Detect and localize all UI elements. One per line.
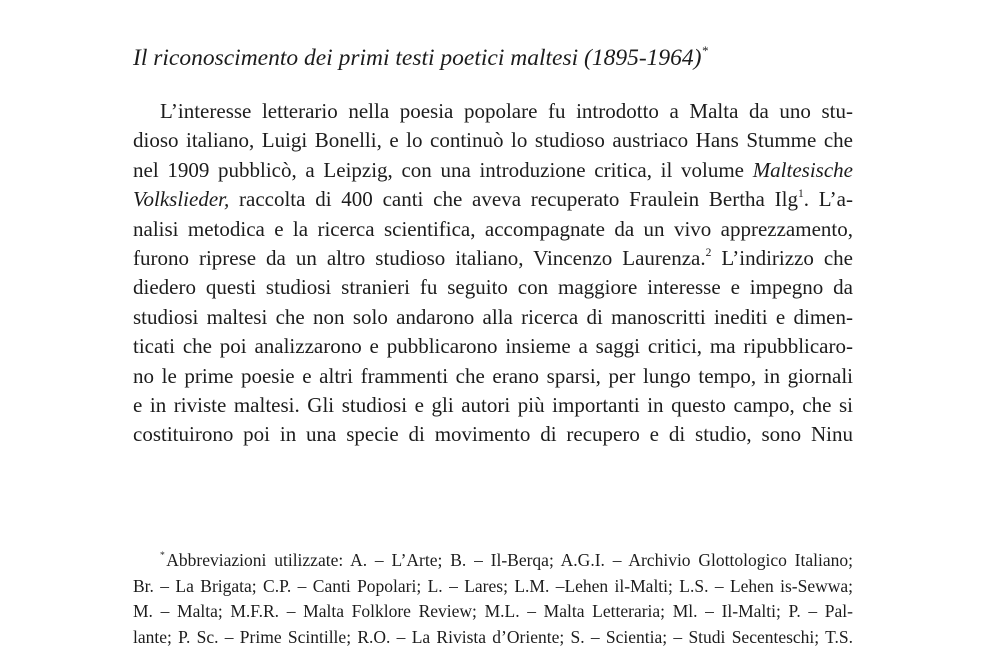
heading-footnote-mark: * bbox=[701, 43, 707, 58]
body-line: e in riviste maltesi. Gli studiosi e gli autori più importanti in questo campo, che si bbox=[133, 391, 853, 420]
footnote-reference-1: 1 bbox=[798, 188, 804, 200]
body-line: dioso italiano, Luigi Bonelli, e lo continuò lo studioso austriaco Hans Stumme che bbox=[133, 126, 853, 155]
body-line: nalisi metodica e la ricerca scientifica, accompagnate da un vivo apprezzamento, bbox=[133, 215, 853, 244]
body-line: studiosi maltesi che non solo andarono alla ricerca di manoscritti inediti e dimen- bbox=[133, 303, 853, 332]
footnote-line-text: Abbreviazioni utilizzate: A. – L’Arte; B. – Il-Berqa; A.G.I. – Archivio Glottologico Italiano; bbox=[166, 550, 853, 570]
footnote-mark: * bbox=[160, 550, 165, 561]
body-line-text: raccolta di 400 canti che aveva recuperato Fraulein Bertha Ilg bbox=[229, 187, 798, 211]
body-paragraph bbox=[133, 97, 853, 450]
footnote-line: M. – Malta; M.F.R. – Malta Folklore Review; M.L. – Malta Letteraria; Ml. – Il-Malti; P. – Pal- bbox=[133, 599, 853, 625]
section-heading bbox=[133, 42, 893, 74]
footnote-reference-2: 2 bbox=[706, 247, 712, 259]
body-line-text: . L’a- bbox=[804, 187, 853, 211]
body-line: ticati che poi analizzarono e pubblicarono insieme a saggi critici, ma ripubblicaro- bbox=[133, 332, 853, 361]
body-line-text: furono riprese da un altro studioso italiano, Vincenzo Laurenza. bbox=[133, 246, 706, 270]
section-heading-text: Il riconoscimento dei primi testi poetici maltesi (1895-1964) bbox=[133, 45, 701, 71]
body-line bbox=[133, 156, 853, 185]
body-line: diedero questi studiosi stranieri fu seguito con maggiore interesse e impegno da bbox=[133, 273, 853, 302]
body-line: costituirono poi in una specie di movimento di recupero e di studio, sono Ninu bbox=[133, 420, 853, 449]
body-line bbox=[133, 185, 853, 214]
footnote-line bbox=[133, 548, 853, 574]
body-line-text: nel 1909 pubblicò, a Leipzig, con una introduzione critica, il volume bbox=[133, 158, 753, 182]
footnote-line: Br. – La Brigata; C.P. – Canti Popolari; L. – Lares; L.M. –Lehen il-Malti; L.S. – Lehen is-Sewwa; bbox=[133, 574, 853, 600]
body-line: L’interesse letterario nella poesia popolare fu introdotto a Malta da uno stu- bbox=[133, 97, 853, 126]
book-title-italic: Volkslieder, bbox=[133, 187, 229, 211]
book-title-italic: Maltesische bbox=[753, 158, 853, 182]
body-line: no le prime poesie e altri frammenti che erano sparsi, per lungo tempo, in giornali bbox=[133, 362, 853, 391]
footnote bbox=[133, 548, 853, 650]
body-line bbox=[133, 244, 853, 273]
footnote-line: lante; P. Sc. – Prime Scintille; R.O. – La Rivista d’Oriente; S. – Scientia; – Studi Secenteschi; T.S. bbox=[133, 625, 853, 650]
body-line-text: L’indirizzo che bbox=[711, 246, 853, 270]
